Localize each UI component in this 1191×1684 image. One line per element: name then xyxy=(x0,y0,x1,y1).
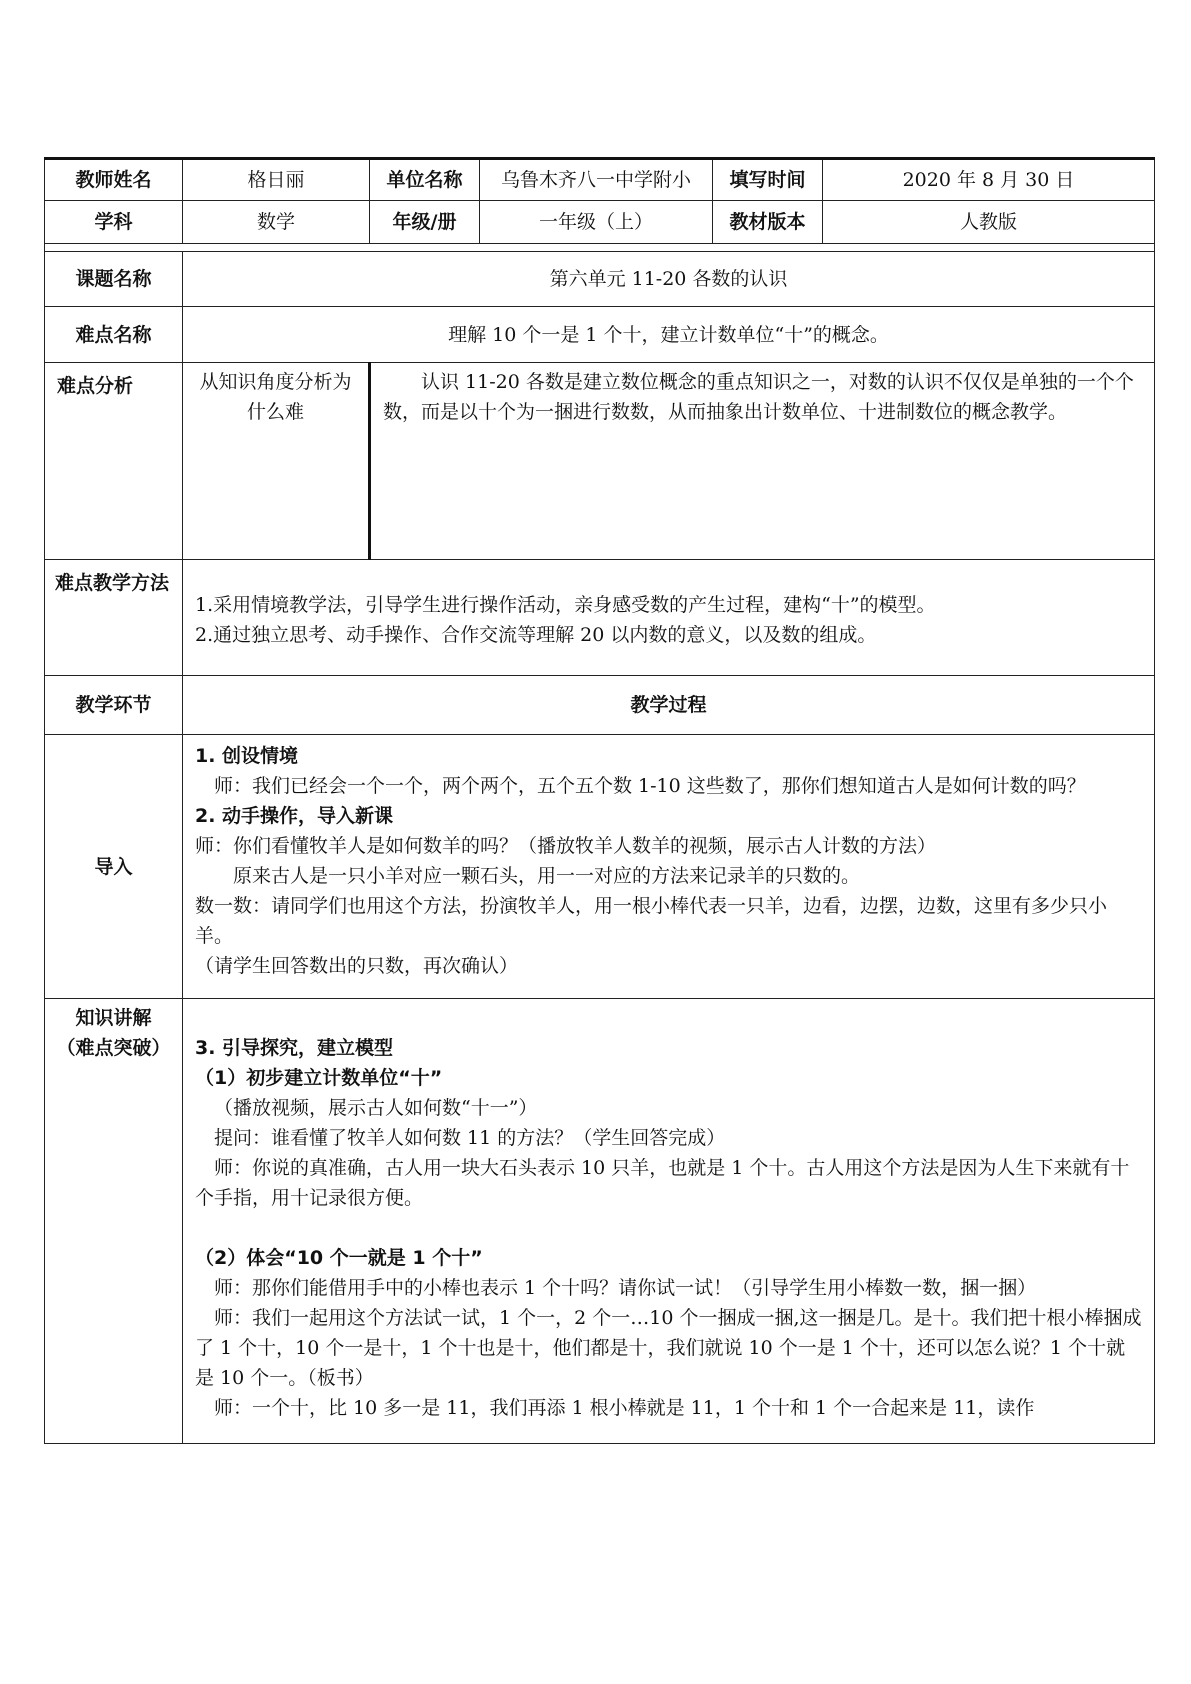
intro-content xyxy=(183,735,1155,999)
method-line-2: 2.通过独立思考、动手操作、合作交流等理解 20 以内数的意义，以及数的组成。 xyxy=(195,624,877,646)
teacher-label: 教师姓名 xyxy=(45,159,183,201)
stage-header: 教学环节 xyxy=(45,676,183,735)
knowledge-s2-p3: 师：一个十，比 10 多一是 11，我们再添 1 根小棒就是 11，1 个十和 1 个一合起来是 11，读作 xyxy=(214,1397,1035,1419)
date-label: 填写时间 xyxy=(713,159,823,201)
knowledge-label: 知识讲解 xyxy=(75,1007,152,1029)
intro-heading-1: 1. 创设情境 xyxy=(195,745,299,767)
knowledge-s1-p3: 师：你说的真准确，古人用一块大石头表示 10 只羊，也就是 1 个十。古人用这个方法是因为人生下来就有十个手指，用十记录很方便。 xyxy=(195,1157,1130,1209)
method-content xyxy=(183,560,1155,676)
analysis-sublabel: 从知识角度分析为什么难 xyxy=(183,363,370,560)
method-row xyxy=(45,560,1155,676)
topic-value: 第六单元 11-20 各数的认识 xyxy=(183,252,1155,307)
subject-value: 数学 xyxy=(183,201,370,244)
analysis-row xyxy=(45,363,1155,560)
knowledge-row xyxy=(45,999,1155,1444)
teacher-value: 格日丽 xyxy=(183,159,370,201)
info-row-2 xyxy=(45,201,1155,244)
method-line-1: 1.采用情境教学法，引导学生进行操作活动，亲身感受数的产生过程，建构“十”的模型。 xyxy=(195,594,936,616)
difficulty-row xyxy=(45,307,1155,363)
knowledge-content xyxy=(183,999,1155,1444)
topic-row xyxy=(45,252,1155,307)
unit-label: 单位名称 xyxy=(370,159,480,201)
date-value: 2020 年 8 月 30 日 xyxy=(823,159,1155,201)
edition-value: 人教版 xyxy=(823,201,1155,244)
blank-line xyxy=(195,1213,1142,1243)
subject-label: 学科 xyxy=(45,201,183,244)
difficulty-label: 难点名称 xyxy=(45,307,183,363)
knowledge-s1-p1: （播放视频，展示古人如何数“十一”） xyxy=(214,1097,538,1119)
knowledge-s2-p2: 师：我们一起用这个方法试一试，1 个一，2 个一…10 个一捆成一捆,这一捆是几。是十。我们把十根小棒捆成了 1 个十，10 个一是十，1 个十也是十，他们都是十，我们就说 10 个一是 1 个十，还可以怎么说？1 个十就是 10 个一。（板书） xyxy=(195,1307,1142,1389)
grade-label: 年级/册 xyxy=(370,201,480,244)
knowledge-sub-1: （1）初步建立计数单位“十” xyxy=(195,1067,443,1089)
intro-paragraph-1: 师：我们已经会一个一个，两个两个，五个五个数 1-10 这些数了，那你们想知道古人是如何计数的吗？ xyxy=(214,775,1086,797)
intro-paragraph-3: 原来古人是一只小羊对应一颗石头，用一一对应的方法来记录羊的只数的。 xyxy=(233,865,861,887)
info-row-1 xyxy=(45,159,1155,201)
analysis-label: 难点分析 xyxy=(45,363,183,560)
intro-paragraph-5: （请学生回答数出的只数，再次确认） xyxy=(195,955,519,977)
edition-label: 教材版本 xyxy=(713,201,823,244)
difficulty-value: 理解 10 个一是 1 个十，建立计数单位“十”的概念。 xyxy=(183,307,1155,363)
topic-label: 课题名称 xyxy=(45,252,183,307)
intro-paragraph-4: 数一数：请同学们也用这个方法，扮演牧羊人，用一根小棒代表一只羊，边看，边摆，边数，这里有多少只小羊。 xyxy=(195,895,1108,947)
process-header: 教学过程 xyxy=(183,676,1155,735)
lesson-plan-page xyxy=(44,157,1154,1444)
unit-value: 乌鲁木齐八一中学附小 xyxy=(480,159,713,201)
intro-heading-2: 2. 动手操作，导入新课 xyxy=(195,805,394,827)
grade-value: 一年级（上） xyxy=(480,201,713,244)
knowledge-heading-3: 3. 引导探究，建立模型 xyxy=(195,1037,394,1059)
knowledge-s1-p2: 提问：谁看懂了牧羊人如何数 11 的方法？（学生回答完成） xyxy=(214,1127,726,1149)
knowledge-sub-2: （2）体会“10 个一就是 1 个十” xyxy=(195,1247,483,1269)
analysis-text: 认识 11-20 各数是建立数位概念的重点知识之一，对数的认识不仅仅是单独的一个个数，而是以十个为一捆进行数数，从而抽象出计数单位、十进制数位的概念教学。 xyxy=(370,363,1155,560)
intro-paragraph-2: 师：你们看懂牧羊人是如何数羊的吗？（播放牧羊人数羊的视频，展示古人计数的方法） xyxy=(195,835,937,857)
intro-row xyxy=(45,735,1155,999)
knowledge-s2-p1: 师：那你们能借用手中的小棒也表示 1 个十吗？请你试一试！（引导学生用小棒数一数，捆一捆） xyxy=(214,1277,1037,1299)
lesson-plan-table xyxy=(44,157,1155,1444)
intro-label: 导入 xyxy=(45,735,183,999)
spacer-row xyxy=(45,244,1155,252)
knowledge-label-cell xyxy=(45,999,183,1444)
process-header-row xyxy=(45,676,1155,735)
method-label: 难点教学方法 xyxy=(45,560,183,676)
knowledge-sublabel: （难点突破） xyxy=(56,1037,171,1059)
